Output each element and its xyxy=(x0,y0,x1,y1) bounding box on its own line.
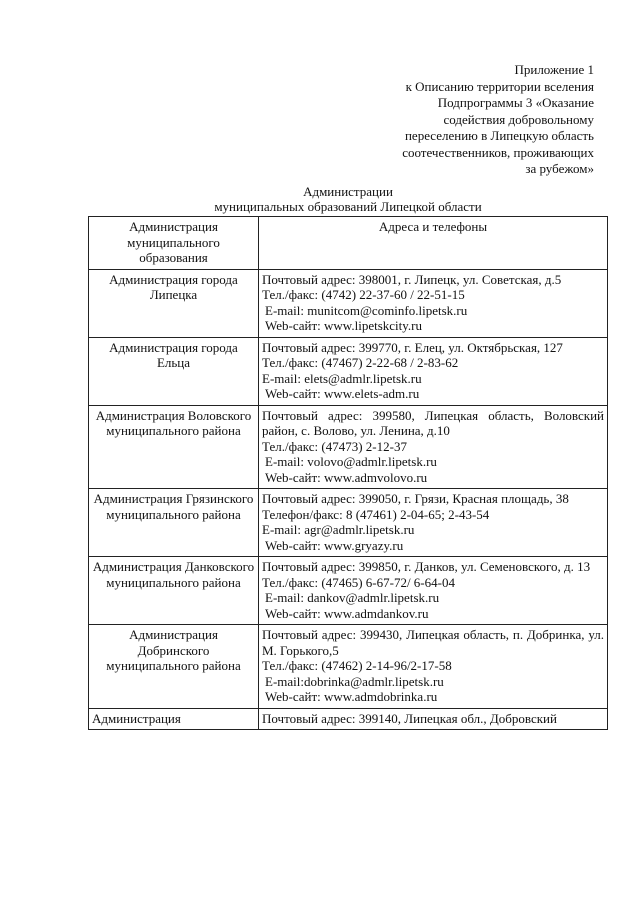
postal-address: Почтовый адрес: 398001, г. Липецк, ул. Советская, д.5 xyxy=(262,271,562,287)
title-line-2: муниципальных образований Липецкой области xyxy=(214,199,482,214)
org-name: Администрация Добринского муниципального района xyxy=(89,625,259,709)
document-title xyxy=(88,184,608,214)
contacts-cell xyxy=(259,557,608,625)
appendix-note xyxy=(354,62,594,178)
contacts-cell xyxy=(259,337,608,405)
table-row xyxy=(89,489,608,557)
email-link[interactable]: E-mail: volovo@admlr.lipetsk.ru xyxy=(265,454,437,469)
table-header-row xyxy=(89,217,608,270)
table-row xyxy=(89,625,608,709)
administrations-table xyxy=(88,216,608,730)
contacts-cell xyxy=(259,489,608,557)
contacts-cell xyxy=(259,269,608,337)
email-link[interactable]: E-mail: dankov@admlr.lipetsk.ru xyxy=(265,590,440,605)
appendix-line: за рубежом» xyxy=(525,161,594,176)
appendix-line: Приложение 1 xyxy=(514,62,594,77)
header-org: Администрация муниципального образования xyxy=(89,217,259,270)
website-link[interactable]: Web-сайт: www.lipetskcity.ru xyxy=(265,318,422,333)
phone: Тел./факс: (4742) 22-37-60 / 22-51-15 xyxy=(262,287,465,302)
postal-address: Почтовый адрес: 399050, г. Грязи, Красная площадь, 38 xyxy=(262,491,569,506)
website-link[interactable]: Web-сайт: www.admvolovo.ru xyxy=(265,469,428,485)
org-name: Администрация Воловского муниципального района xyxy=(89,405,259,489)
header-contacts: Адреса и телефоны xyxy=(259,217,608,270)
email-link[interactable]: E-mail:dobrinka@admlr.lipetsk.ru xyxy=(265,673,444,689)
table-row xyxy=(89,405,608,489)
org-name: Администрация города Липецка xyxy=(89,269,259,337)
title-line-1: Администрации xyxy=(303,184,393,199)
appendix-line: к Описанию территории вселения xyxy=(405,78,594,94)
contacts-cell xyxy=(259,708,608,730)
postal-address: Почтовый адрес: 399430, Липецкая область, п. Добринка, ул. М. Горького,5 xyxy=(262,627,604,658)
website-link[interactable]: Web-сайт: www.admdobrinka.ru xyxy=(265,689,438,704)
org-name: Администрация Грязинского муниципального района xyxy=(89,489,259,557)
contacts-cell xyxy=(259,625,608,709)
appendix-line: переселению в Липецкую область xyxy=(404,128,594,143)
org-name: Администрация города Ельца xyxy=(89,337,259,405)
postal-address: Почтовый адрес: 399580, Липецкая область, Воловский район, с. Волово, ул. Ленина, д.10 xyxy=(262,407,604,438)
table-row xyxy=(89,269,608,337)
table-row xyxy=(89,337,608,405)
appendix-line: содействия добровольному xyxy=(443,111,594,127)
phone: Тел./факс: (47467) 2-22-68 / 2-83-62 xyxy=(262,355,459,370)
website-link[interactable]: Web-сайт: www.admdankov.ru xyxy=(265,605,429,621)
phone: Телефон/факс: 8 (47461) 2-04-65; 2-43-54 xyxy=(262,506,490,522)
table-row xyxy=(89,557,608,625)
table-row xyxy=(89,708,608,730)
contacts-cell xyxy=(259,405,608,489)
phone: Тел./факс: (47465) 6-67-72/ 6-64-04 xyxy=(262,574,455,590)
email-link[interactable]: E-mail: agr@admlr.lipetsk.ru xyxy=(262,522,415,537)
org-name: Администрация Данковского муниципального района xyxy=(89,557,259,625)
phone: Тел./факс: (47473) 2-12-37 xyxy=(262,438,407,454)
postal-address: Почтовый адрес: 399770, г. Елец, ул. Октябрьская, 127 xyxy=(262,339,563,355)
postal-address: Почтовый адрес: 399140, Липецкая обл., Добровский xyxy=(262,710,557,726)
postal-address: Почтовый адрес: 399850, г. Данков, ул. Семеновского, д. 13 xyxy=(262,559,591,574)
email-link[interactable]: E-mail: munitcom@cominfo.lipetsk.ru xyxy=(265,302,468,318)
org-name: Администрация xyxy=(89,708,259,730)
phone: Тел./факс: (47462) 2-14-96/2-17-58 xyxy=(262,658,452,673)
website-link[interactable]: Web-сайт: www.elets-adm.ru xyxy=(265,386,420,401)
appendix-line: Подпрограммы 3 «Оказание xyxy=(437,95,594,110)
website-link[interactable]: Web-сайт: www.gryazy.ru xyxy=(265,537,404,553)
email-link[interactable]: E-mail: elets@admlr.lipetsk.ru xyxy=(262,370,422,386)
appendix-line: соотечественников, проживающих xyxy=(402,144,594,160)
